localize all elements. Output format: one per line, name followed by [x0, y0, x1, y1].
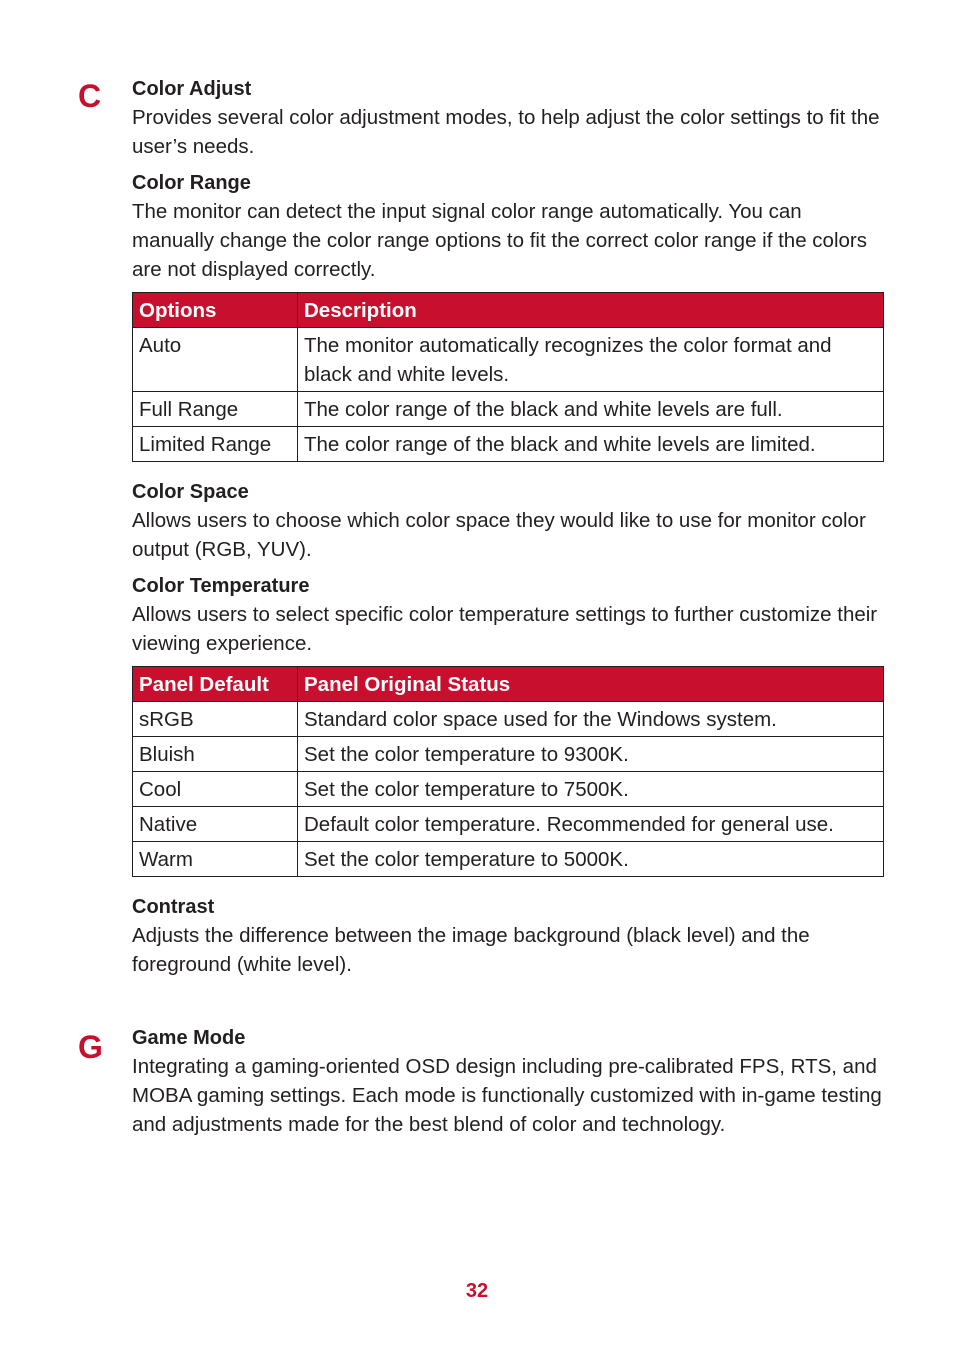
- contrast-title: Contrast: [132, 896, 215, 918]
- table-header-row: [133, 667, 884, 702]
- table-header-description: Description: [298, 293, 884, 328]
- color-space-title: Color Space: [132, 481, 249, 503]
- table-row: [133, 427, 884, 462]
- table-cell-option: Limited Range: [133, 427, 298, 462]
- table-row: [133, 842, 884, 877]
- table-cell-description: Set the color temperature to 7500K.: [298, 772, 884, 807]
- table-cell-description: Set the color temperature to 5000K.: [298, 842, 884, 877]
- table-cell-description: The color range of the black and white levels are limited.: [298, 427, 884, 462]
- table-cell-option: Cool: [133, 772, 298, 807]
- table-row: [133, 392, 884, 427]
- game-mode-body: Integrating a gaming-oriented OSD design including pre-calibrated FPS, RTS, and MOBA gaming settings. Each mode is functionally customized with in-game testing and adjustments made for the best blend of color and technology.: [132, 1055, 882, 1136]
- color-adjust-body: Provides several color adjustment modes, to help adjust the color settings to fit the user’s needs.: [132, 106, 880, 158]
- color-range-title: Color Range: [132, 172, 251, 194]
- color-temperature-body: Allows users to select specific color temperature settings to further customize their viewing experience.: [132, 603, 878, 655]
- table-cell-description: The monitor automatically recognizes the color format and black and white levels.: [298, 328, 884, 392]
- color-temperature-table: [132, 666, 884, 877]
- color-space-body: Allows users to choose which color space they would like to use for monitor color output (RGB, YUV).: [132, 509, 866, 561]
- section-letter-g: G: [78, 1029, 103, 1065]
- contrast-body: Adjusts the difference between the image background (black level) and the foreground (white level).: [132, 924, 810, 976]
- table-header-panel-original-status: Panel Original Status: [298, 667, 884, 702]
- table-cell-option: sRGB: [133, 702, 298, 737]
- table-cell-description: Set the color temperature to 9300K.: [298, 737, 884, 772]
- table-row: [133, 772, 884, 807]
- table-row: [133, 737, 884, 772]
- table-row: [133, 328, 884, 392]
- color-range-table: [132, 292, 884, 462]
- table-cell-option: Bluish: [133, 737, 298, 772]
- page-number: 32: [465, 1280, 489, 1302]
- table-header-panel-default: Panel Default: [133, 667, 298, 702]
- table-cell-option: Native: [133, 807, 298, 842]
- color-range-body: The monitor can detect the input signal color range automatically. You can manually change the color range options to fit the correct color range if the colors are not displayed correctly.: [132, 200, 867, 281]
- table-cell-option: Full Range: [133, 392, 298, 427]
- section-c: [132, 75, 884, 979]
- table-header-options: Options: [133, 293, 298, 328]
- table-row: [133, 702, 884, 737]
- table-row: [133, 807, 884, 842]
- table-cell-description: The color range of the black and white levels are full.: [298, 392, 884, 427]
- game-mode-title: Game Mode: [132, 1027, 246, 1049]
- section-g: [132, 1024, 884, 1139]
- color-temperature-title: Color Temperature: [132, 575, 310, 597]
- table-cell-description: Default color temperature. Recommended for general use.: [298, 807, 884, 842]
- color-adjust-title: Color Adjust: [132, 78, 252, 100]
- table-cell-option: Auto: [133, 328, 298, 392]
- table-header-row: [133, 293, 884, 328]
- table-cell-option: Warm: [133, 842, 298, 877]
- section-letter-c: C: [78, 78, 102, 114]
- table-cell-description: Standard color space used for the Windows system.: [298, 702, 884, 737]
